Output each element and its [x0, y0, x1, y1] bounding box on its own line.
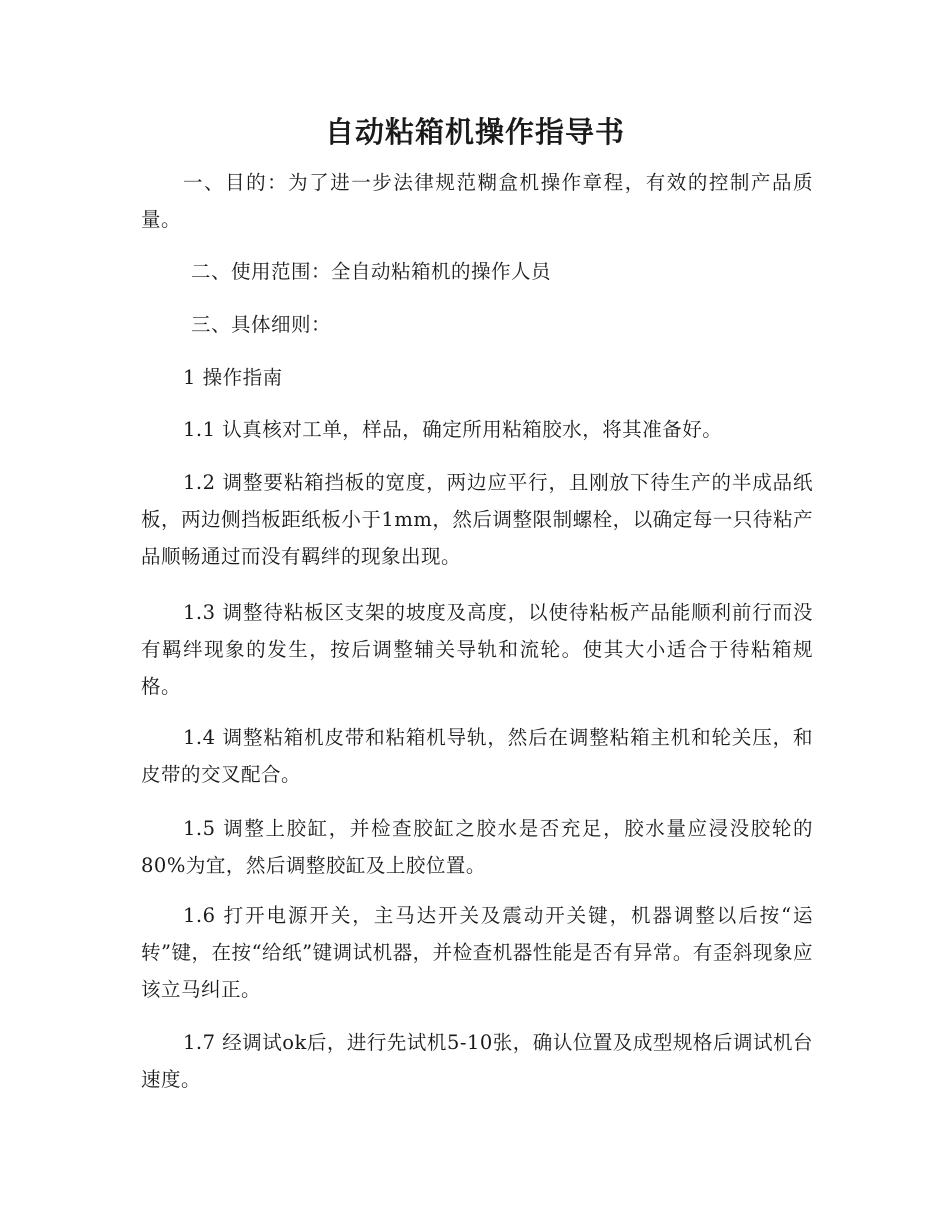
guide-step: 1.7 经调试ok后，进行先试机5-10张，确认位置及成型规格后调试机台速度。	[141, 1031, 813, 1091]
guide-step: 1.1 认真核对工单，样品，确定所用粘箱胶水，将其准备好。	[183, 418, 723, 441]
section-scope: 二、使用范围：全自动粘箱机的操作人员	[191, 260, 552, 283]
guide-step: 1.4 调整粘箱机皮带和粘箱机导轨，然后在调整粘箱主机和轮关压，和皮带的交叉配合。	[141, 726, 813, 786]
section-rules: 三、具体细则：	[191, 313, 332, 336]
guide-step: 1.2 调整要粘箱挡板的宽度，两边应平行，且刚放下待生产的半成品纸板，两边侧挡板距纸板小于1mm，然后调整限制螺栓，以确定每一只待粘产品顺畅通过而没有羁绊的现象出现。	[141, 471, 813, 568]
guide-step: 1.5 调整上胶缸，并检查胶缸之胶水是否充足，胶水量应浸没胶轮的80%为宜，然后调整胶缸及上胶位置。	[141, 817, 813, 877]
guide-step: 1.6 打开电源开关，主马达开关及震动开关键，机器调整以后按“运转”键，在按“给纸”键调试机器，并检查机器性能是否有异常。有歪斜现象应该立马纠正。	[141, 904, 813, 1001]
guide-step: 1.3 调整待粘板区支架的坡度及高度，以使待粘板产品能顺利前行而没有羁绊现象的发生，按后调整辅关导轨和流轮。使其大小适合于待粘箱规格。	[141, 601, 813, 698]
guide-heading: 1 操作指南	[183, 366, 283, 389]
section-purpose: 一、目的：为了进一步法律规范糊盒机操作章程，有效的控制产品质量。	[141, 171, 813, 231]
document-title: 自动粘箱机操作指导书	[324, 115, 625, 149]
